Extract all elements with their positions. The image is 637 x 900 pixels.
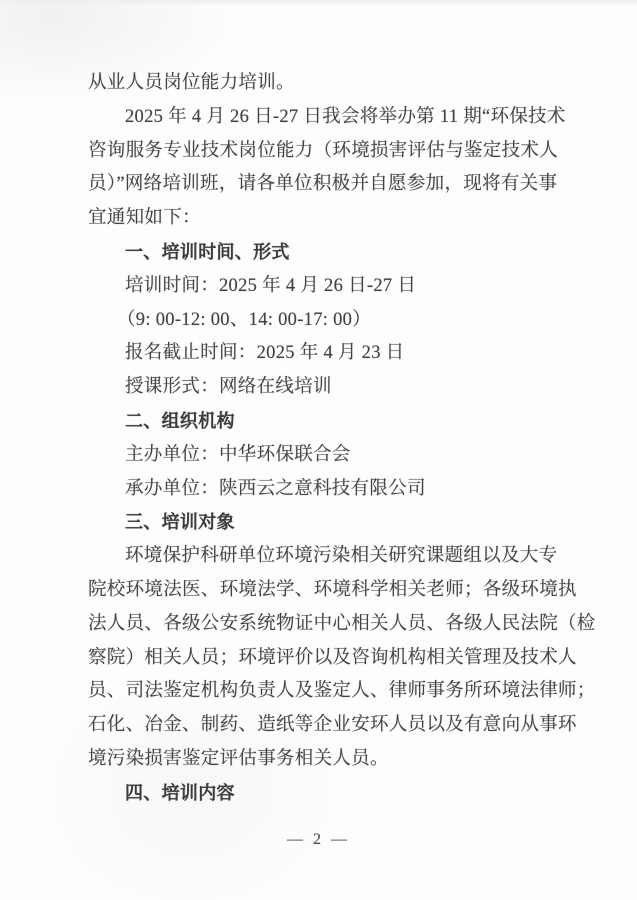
document-line: 咨询服务专业技术岗位能力（环境损害评估与鉴定技术人: [88, 140, 559, 161]
document-body: [88, 67, 596, 811]
document-line: 宜通知如下：: [88, 208, 201, 229]
document-line: 境污染损害鉴定评估事务相关人员。: [88, 748, 389, 769]
document-line: （9: 00-12: 00、14: 00-17: 00）: [117, 309, 372, 330]
page-number: — 2 —: [287, 831, 350, 848]
document-line: 培训时间：2025 年 4 月 26 日-27 日: [125, 275, 417, 296]
document-line: 察院）相关人员；环境评价以及咨询机构相关管理及技术人: [88, 647, 577, 668]
section-heading-training-time: 一、培训时间、形式: [125, 241, 290, 262]
section-heading-content: 四、培训内容: [125, 782, 235, 803]
document-line: 承办单位：陕西云之意科技有限公司: [125, 478, 426, 499]
document-line: 法人员、各级公安系统物证中心相关人员、各级人民法院（检: [88, 613, 596, 634]
document-line: 报名截止时间：2025 年 4 月 23 日: [125, 343, 405, 364]
section-heading-audience: 三、培训对象: [125, 512, 235, 533]
document-line: 石化、冶金、制药、造纸等企业安环人员以及有意向从事环: [88, 715, 577, 736]
document-line: 授课形式：网络在线培训: [125, 377, 332, 398]
document-line: 环境保护科研单位环境污染相关研究课题组以及大专: [125, 546, 558, 567]
document-line: 主办单位：中华环保联合会: [125, 444, 351, 465]
document-line: 员）”网络培训班，请各单位积极并自愿参加，现将有关事: [88, 174, 558, 195]
document-line: 从业人员岗位能力培训。: [88, 73, 295, 93]
document-line: 院校环境法医、环境法学、环境科学相关老师；各级环境执: [88, 579, 577, 600]
document-line: 员、司法鉴定机构负责人及鉴定人、律师事务所环境法律师；: [88, 681, 596, 702]
document-line: 2025 年 4 月 26 日-27 日我会将举办第 11 期“环保技术: [125, 106, 566, 127]
section-heading-organization: 二、组织机构: [125, 410, 235, 431]
